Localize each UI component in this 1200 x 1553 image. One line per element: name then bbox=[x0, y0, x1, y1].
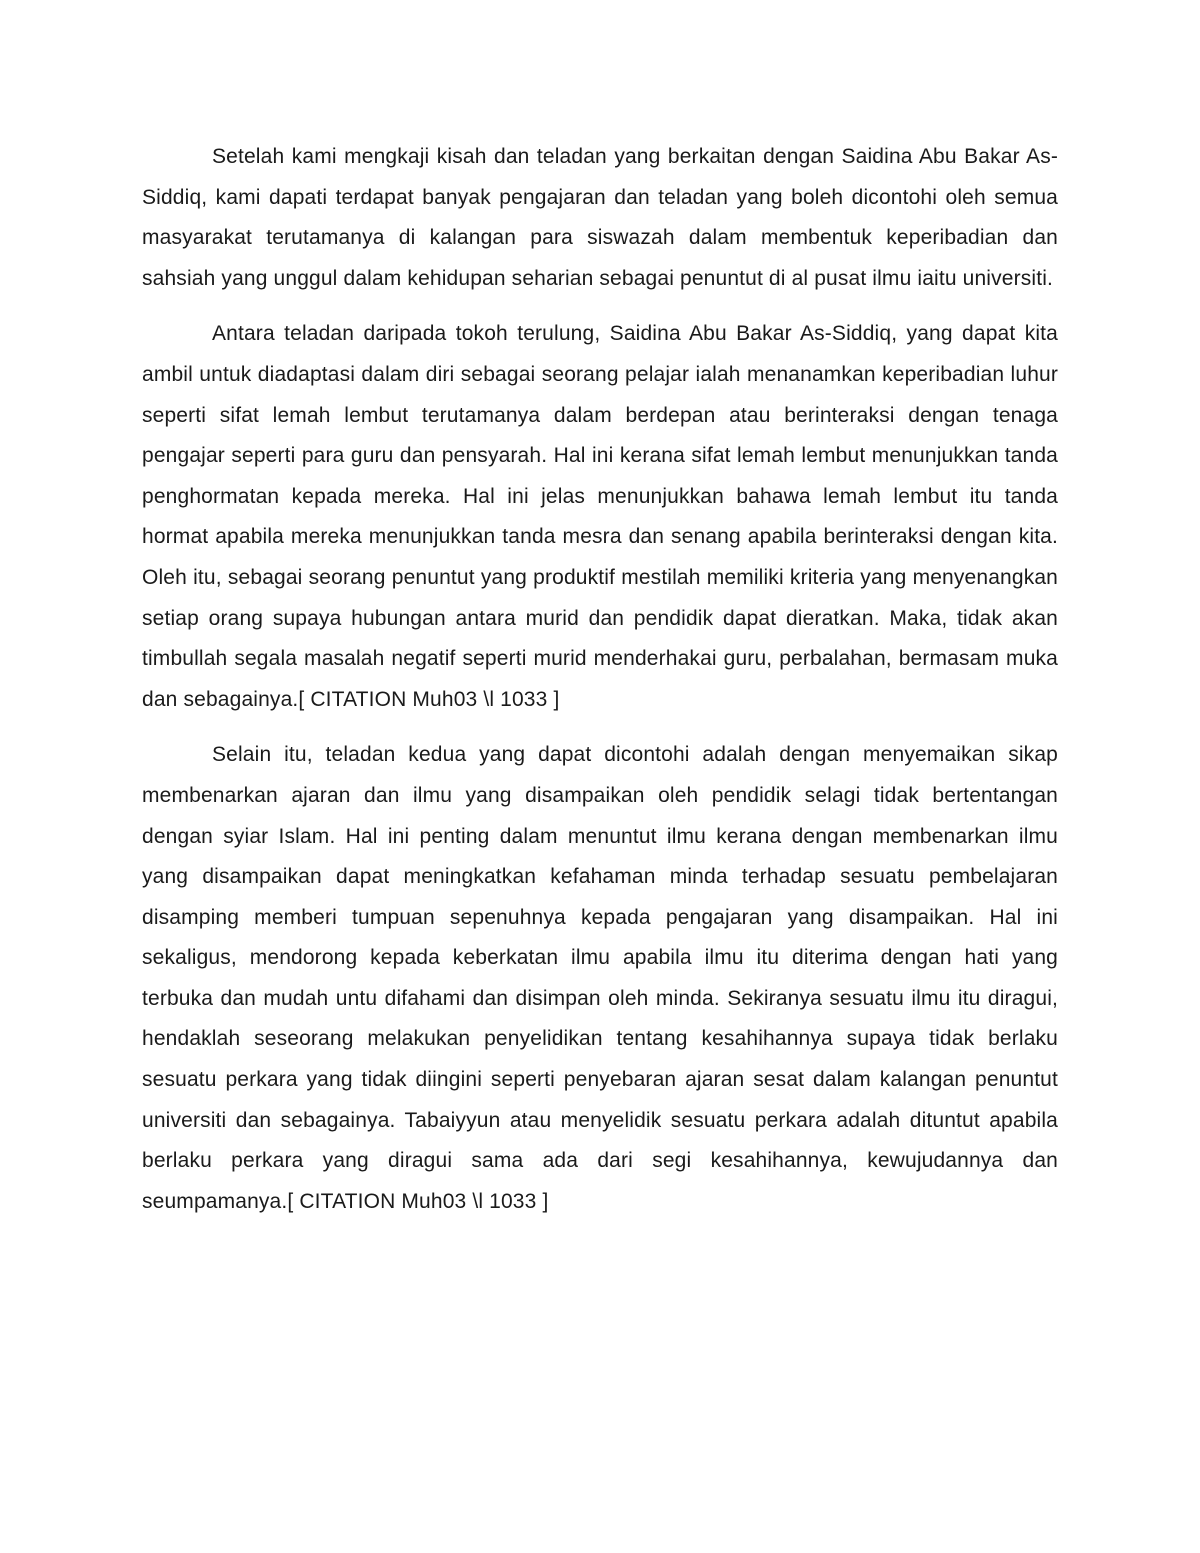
paragraph-3: Selain itu, teladan kedua yang dapat dicontohi adalah dengan menyemaikan sikap membenarkan ajaran dan ilmu yang disampaikan oleh pendidik selagi tidak bertentangan dengan syiar Islam. Hal ini penting dalam menuntut ilmu kerana dengan membenarkan ilmu yang disampaikan dapat meningkatkan kefahaman minda terhadap sesuatu pembelajaran disamping memberi tumpuan sepenuhnya kepada pengajaran yang disampaikan. Hal ini sekaligus, mendorong kepada keberkatan ilmu apabila ilmu itu diterima dengan hati yang terbuka dan mudah untu difahami dan disimpan oleh minda. Sekiranya sesuatu ilmu itu diragui, hendaklah seseorang melakukan penyelidikan tentang kesahihannya supaya tidak berlaku sesuatu perkara yang tidak diingini seperti penyebaran ajaran sesat dalam kalangan penuntut universiti dan sebagainya. Tabaiyyun atau menyelidik sesuatu perkara adalah dituntut apabila berlaku perkara yang diragui sama ada dari segi kesahihannya, kewujudannya dan seumpamanya.[ CITATION Muh03 \l 1033 ] bbox=[142, 743, 1058, 1213]
paragraph-2: Antara teladan daripada tokoh terulung, Saidina Abu Bakar As-Siddiq, yang dapat kita ambil untuk diadaptasi dalam diri sebagai seorang pelajar ialah menanamkan keperibadian luhur seperti sifat lemah lembut terutamanya dalam berdepan atau berinteraksi dengan tenaga pengajar seperti para guru dan pensyarah. Hal ini kerana sifat lemah lembut menunjukkan tanda penghormatan kepada mereka. Hal ini jelas menunjukkan bahawa lemah lembut itu tanda hormat apabila mereka menunjukkan tanda mesra dan senang apabila berinteraksi dengan kita. Oleh itu, sebagai seorang penuntut yang produktif mestilah memiliki kriteria yang menyenangkan setiap orang supaya hubungan antara murid dan pendidik dapat dieratkan. Maka, tidak akan timbullah segala masalah negatif seperti murid menderhakai guru, perbalahan, bermasam muka dan sebagainya.[ CITATION Muh03 \l 1033 ] bbox=[142, 322, 1058, 711]
paragraph-1: Setelah kami mengkaji kisah dan teladan yang berkaitan dengan Saidina Abu Bakar As-Siddiq, kami dapati terdapat banyak pengajaran dan teladan yang boleh dicontohi oleh semua masyarakat terutamanya di kalangan para siswazah dalam membentuk keperibadian dan sahsiah yang unggul dalam kehidupan seharian sebagai penuntut di al pusat ilmu iaitu universiti. bbox=[142, 145, 1058, 290]
document-body bbox=[142, 137, 1058, 1237]
